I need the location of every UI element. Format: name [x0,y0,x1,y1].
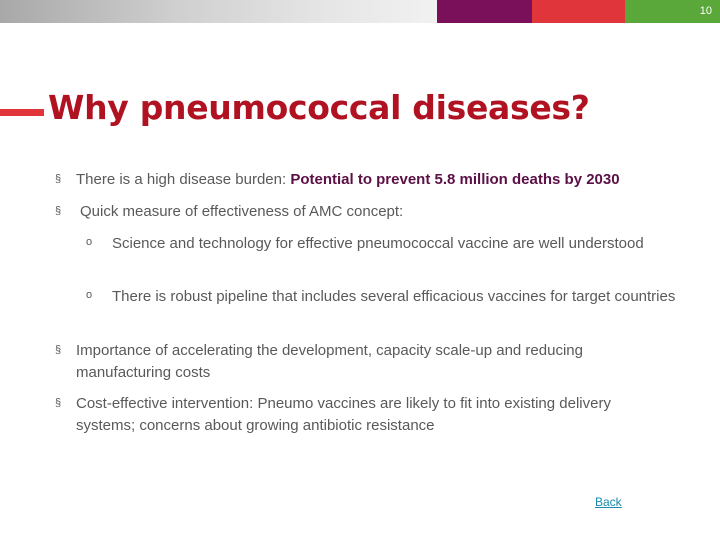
slide-title: Why pneumococcal diseases? [48,88,590,127]
sub-bullet-marker: o [86,289,93,301]
bullet-accelerating: Importance of accelerating the development, capacity scale-up and reducing manufacturing costs [76,342,583,381]
bullet-marker: § [55,205,62,217]
bullet-quick-measure: Quick measure of effectiveness of AMC concept: [80,203,404,220]
sub-bullet-pipeline: There is robust pipeline that includes several efficacious vaccines for target countries [112,288,676,305]
sub-bullet-science: Science and technology for effective pneumococcal vaccine are well understood [112,235,644,252]
purple-segment [437,0,532,23]
back-link[interactable]: Back [595,495,622,509]
title-accent-bar [0,109,44,116]
page-number: 10 [699,5,712,17]
red-segment [532,0,625,23]
top-gradient-band [0,0,437,23]
bullet-text: There is a high disease burden: [76,171,291,188]
bullet-marker: § [55,173,62,185]
top-color-bar [0,0,720,23]
bullet-disease-burden [76,169,696,191]
sub-bullet-marker: o [86,236,93,248]
bullet-cost-effective: Cost-effective intervention: Pneumo vaccines are likely to fit into existing delivery systems; concerns about growing antibiotic resistance [76,395,611,434]
bullet-marker: § [55,397,62,409]
bullet-emphasis: Potential to prevent 5.8 million deaths by 2030 [290,171,620,188]
bullet-marker: § [55,344,62,356]
